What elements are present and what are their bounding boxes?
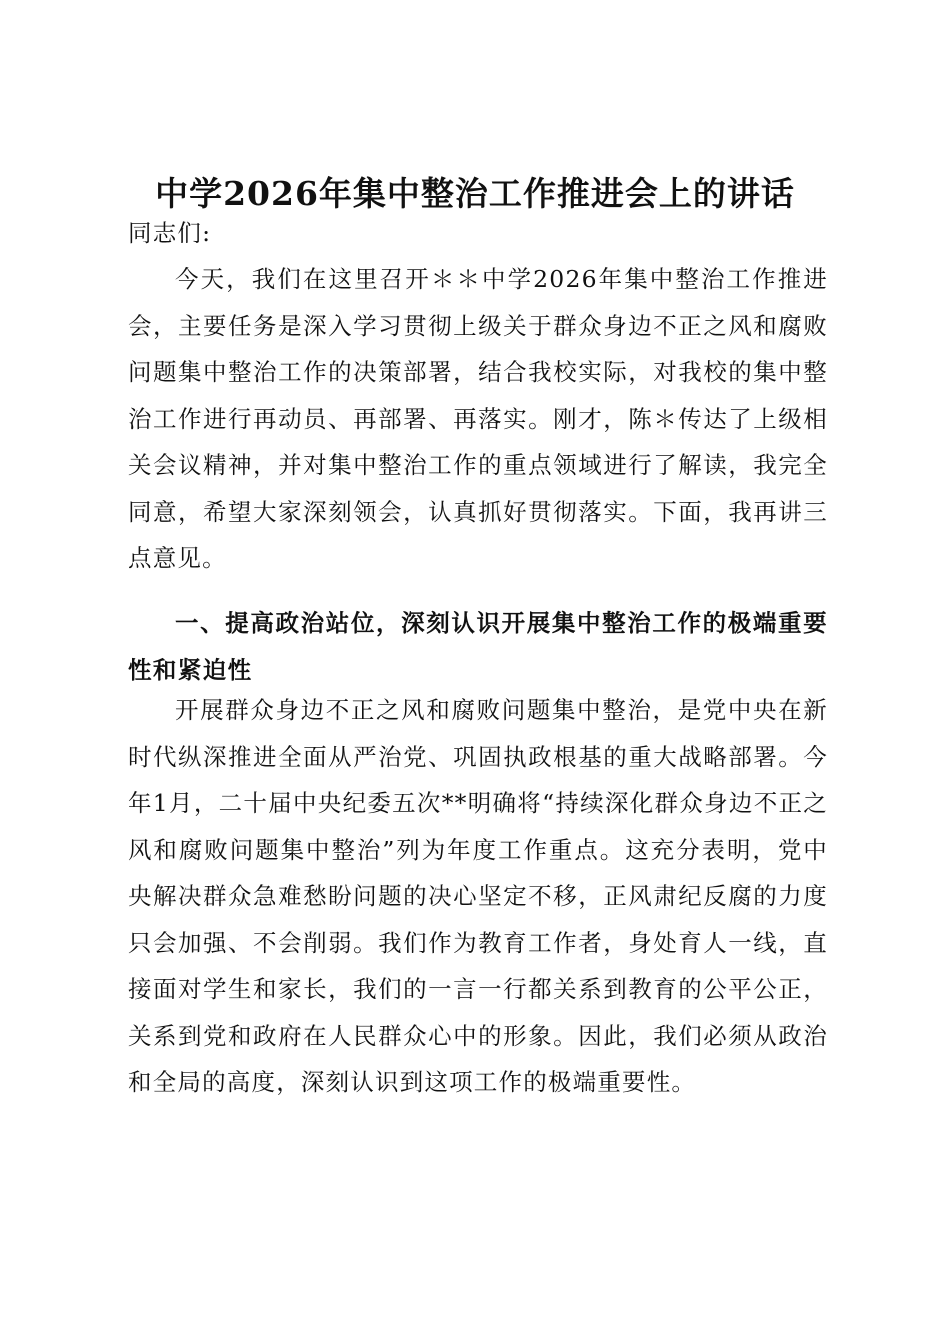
salutation: 同志们: bbox=[128, 219, 212, 247]
section-heading-1: 一、提高政治站位，深刻认识开展集中整治工作的极端重要性和紧迫性 bbox=[128, 609, 828, 684]
intro-paragraph: 今天，我们在这里召开＊＊中学2026年集中整治工作推进会，主要任务是深入学习贯彻上级关于群众身边不正之风和腐败问题集中整治工作的决策部署，结合我校实际，对我校的集中整治工作进行再动员、再部署、再落实。刚才，陈＊传达了上级相关会议精神，并对集中整治工作的重点领域进行了解读，我完全同意，希望大家深刻领会，认真抓好贯彻落实。下面，我再讲三点意见。 bbox=[128, 265, 828, 572]
section-1-paragraph: 开展群众身边不正之风和腐败问题集中整治，是党中央在新时代纵深推进全面从严治党、巩固执政根基的重大战略部署。今年1月，二十届中央纪委五次**明确将“持续深化群众身边不正之风和腐败问题集中整治”列为年度工作重点。这充分表明，党中央解决群众急难愁盼问题的决心坚定不移，正风肃纪反腐的力度只会加强、不会削弱。我们作为教育工作者，身处育人一线，直接面对学生和家长，我们的一言一行都关系到教育的公平公正，关系到党和政府在人民群众心中的形象。因此，我们必须从政治和全局的高度，深刻认识到这项工作的极端重要性。 bbox=[128, 696, 828, 1096]
document-title: 中学2026年集中整治工作推进会上的讲话 bbox=[155, 174, 795, 213]
